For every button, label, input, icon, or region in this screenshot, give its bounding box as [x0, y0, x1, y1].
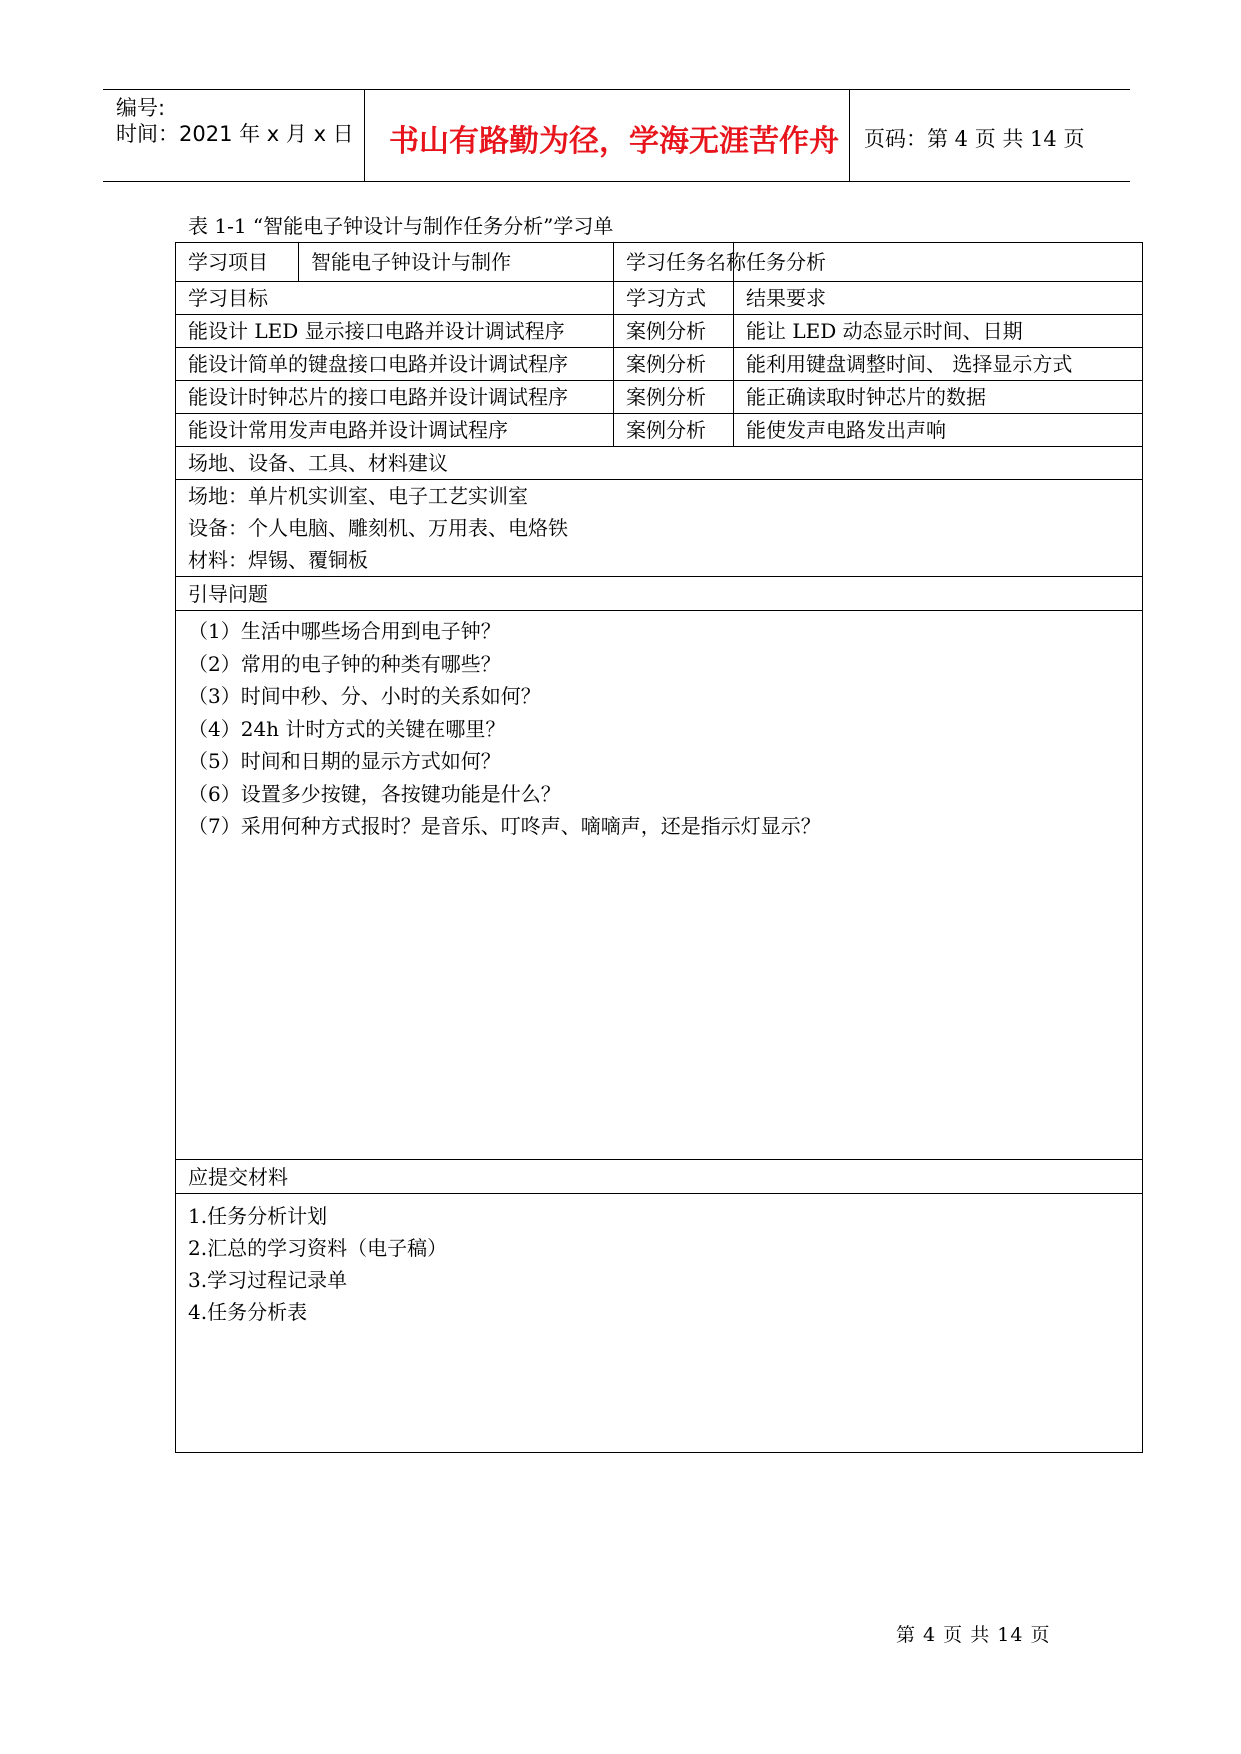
- header-page-label: 页码：第 4 页 共 14 页: [864, 127, 1085, 151]
- goal-method: 案例分析: [614, 348, 734, 381]
- submission-item: 3.学习过程记录单: [188, 1268, 348, 1292]
- goal-header: 学习目标: [176, 282, 614, 315]
- submission-item: 1.任务分析计划: [188, 1204, 328, 1228]
- resource-line: 设备：个人电脑、雕刻机、万用表、电烙铁: [188, 516, 568, 540]
- goal-text: 能设计常用发声电路并设计调试程序: [176, 414, 614, 447]
- study-sheet-table: [175, 242, 1143, 1453]
- task-name-label: 学习任务名称: [614, 243, 734, 282]
- header-serial-label: 编号:: [116, 96, 166, 120]
- goal-result: 能利用键盘调整时间、 选择显示方式: [734, 348, 1143, 381]
- question-item: （3）时间中秒、分、小时的关系如何？: [188, 684, 541, 708]
- goal-row: [176, 348, 1143, 381]
- header-motto: 书山有路勤为径，学海无涯苦作舟: [389, 124, 839, 159]
- goal-method: 案例分析: [614, 381, 734, 414]
- header-time-label: 时间：2021 年 x 月 x 日: [116, 122, 354, 146]
- goal-text: 能设计 LED 显示接口电路并设计调试程序: [176, 315, 614, 348]
- page-footer: 第 4 页 共 14 页: [896, 1624, 1051, 1646]
- goal-method: 案例分析: [614, 414, 734, 447]
- question-item: （1）生活中哪些场合用到电子钟？: [188, 619, 501, 643]
- header-top-rule: [103, 89, 1130, 90]
- question-item: （7）采用何种方式报时？是音乐、叮咚声、嘀嘀声，还是指示灯显示？: [188, 814, 821, 838]
- submissions-body-row: [176, 1194, 1143, 1453]
- submissions-title-row: [176, 1160, 1143, 1194]
- submissions-body: [176, 1194, 1143, 1453]
- submission-item: 4.任务分析表: [188, 1300, 308, 1324]
- resources-title-row: [176, 447, 1143, 480]
- project-value: 智能电子钟设计与制作: [299, 243, 614, 282]
- question-item: （6）设置多少按键，各按键功能是什么？: [188, 781, 561, 806]
- resources-body: [176, 480, 1143, 577]
- resources-body-row: [176, 480, 1143, 577]
- question-item: （4）24h 计时方式的关键在哪里？: [188, 716, 506, 741]
- project-label: 学习项目: [176, 243, 299, 282]
- resource-line: 场地：单片机实训室、电子工艺实训室: [188, 484, 528, 508]
- questions-body: [176, 611, 1143, 1160]
- goal-row: [176, 414, 1143, 447]
- goal-result: 能使发声电路发出声响: [734, 414, 1143, 447]
- goal-text: 能设计简单的键盘接口电路并设计调试程序: [176, 348, 614, 381]
- resources-title: 场地、设备、工具、材料建议: [176, 447, 1143, 480]
- goal-text: 能设计时钟芯片的接口电路并设计调试程序: [176, 381, 614, 414]
- questions-title-row: [176, 577, 1143, 611]
- goal-row: [176, 381, 1143, 414]
- submissions-title: 应提交材料: [176, 1160, 1143, 1194]
- header-divider-left: [364, 90, 365, 181]
- task-name-value: 任务分析: [734, 243, 1143, 282]
- method-header: 学习方式: [614, 282, 734, 315]
- header-divider-right: [849, 90, 850, 181]
- goal-row: [176, 315, 1143, 348]
- table-caption: 表 1-1 “智能电子钟设计与制作任务分析”学习单: [188, 214, 614, 238]
- question-item: （5）时间和日期的显示方式如何？: [188, 749, 501, 773]
- header-bottom-rule: [103, 181, 1130, 182]
- submission-item: 2.汇总的学习资料（电子稿）: [188, 1236, 448, 1260]
- goal-method: 案例分析: [614, 315, 734, 348]
- info-row: [176, 243, 1143, 282]
- goals-header-row: [176, 282, 1143, 315]
- questions-body-row: [176, 611, 1143, 1160]
- question-item: （2）常用的电子钟的种类有哪些？: [188, 651, 501, 676]
- result-header: 结果要求: [734, 282, 1143, 315]
- goal-result: 能让 LED 动态显示时间、日期: [734, 315, 1143, 348]
- goal-result: 能正确读取时钟芯片的数据: [734, 381, 1143, 414]
- resource-line: 材料：焊锡、覆铜板: [188, 548, 368, 572]
- questions-title: 引导问题: [176, 577, 1143, 611]
